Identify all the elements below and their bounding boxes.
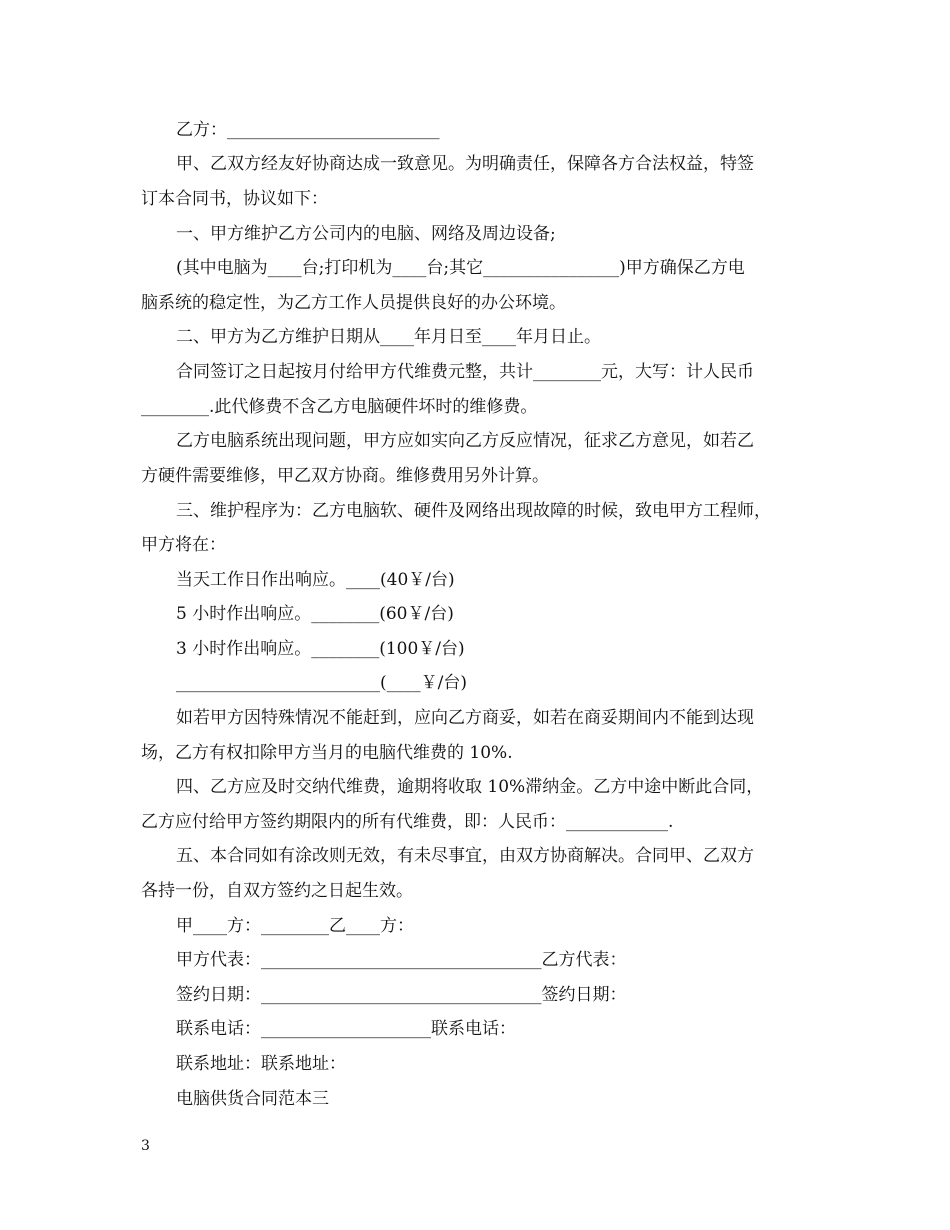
- page-number: 3: [141, 1138, 150, 1154]
- clause-3-line-1: 三、维护程序为：乙方电脑软、硬件及网络出现故障的时候，致电甲方工程师，: [176, 501, 771, 521]
- signature-addresses: 联系地址：联系地址：: [176, 1054, 346, 1074]
- issue-paragraph-line-1: 乙方电脑系统出现问题，甲方应如实向乙方反应情况，征求乙方意见，如若乙: [176, 431, 754, 451]
- paragraph-intro-line-2: 订本合同书，协议如下：: [141, 189, 328, 209]
- clause-2-line-1: 二、甲方为乙方维护日期从____年月日至____年月日止。: [176, 327, 601, 347]
- party-b-line: 乙方：_________________________: [176, 120, 440, 140]
- signature-dates: 签约日期：_________________________________签约日期：: [176, 985, 627, 1005]
- special-case-line-1: 如若甲方因特殊情况不能赶到，应向乙方商妥，如若在商妥期间内不能到达现: [176, 708, 754, 728]
- signature-representatives: 甲方代表：_________________________________乙方代表：: [176, 950, 627, 970]
- response-same-day: 当天工作日作出响应。____(40￥/台): [176, 570, 455, 590]
- clause-4-line-2: 乙方应付给甲方签约期限内的所有代维费，即：人民币：____________.: [141, 812, 674, 832]
- special-case-line-2: 场，乙方有权扣除甲方当月的电脑代维费的 10%.: [141, 743, 513, 763]
- next-section-title: 电脑供货合同范本三: [176, 1089, 329, 1109]
- fee-paragraph-line-1: 合同签订之日起按月付给甲方代维费元整，共计________元，大写：计人民币: [176, 362, 754, 382]
- fee-paragraph-line-2: ________.此代修费不含乙方电脑硬件坏时的维修费。: [141, 397, 538, 417]
- paragraph-intro-line-1: 甲、乙双方经友好协商达成一致意见。为明确责任，保障各方合法权益，特签: [176, 154, 754, 174]
- clause-1-line-2: (其中电脑为____台;打印机为____台;其它________________)甲方确保乙方电: [176, 258, 745, 278]
- response-5-hours: 5 小时作出响应。________(60￥/台): [176, 604, 454, 624]
- signature-phones: 联系电话：____________________联系电话：: [176, 1019, 516, 1039]
- clause-3-line-2: 甲方将在：: [141, 535, 226, 555]
- response-3-hours: 3 小时作出响应。________(100￥/台): [176, 639, 465, 659]
- response-custom: ________________________(____￥/台): [176, 673, 467, 693]
- issue-paragraph-line-2: 方硬件需要维修，甲乙双方协商。维修费用另外计算。: [141, 466, 549, 486]
- clause-1-line-3: 脑系统的稳定性，为乙方工作人员提供良好的办公环境。: [141, 293, 566, 313]
- clause-1-line-1: 一、甲方维护乙方公司内的电脑、网络及周边设备;: [176, 224, 556, 244]
- clause-5-line-1: 五、本合同如有涂改则无效，有未尽事宜，由双方协商解决。合同甲、乙双方: [176, 846, 754, 866]
- clause-4-line-1: 四、乙方应及时交纳代维费，逾期将收取 10%滞纳金。乙方中途中断此合同，: [176, 777, 764, 797]
- clause-5-line-2: 各持一份，自双方签约之日起生效。: [141, 881, 413, 901]
- signature-parties: 甲____方：________乙____方：: [176, 916, 414, 936]
